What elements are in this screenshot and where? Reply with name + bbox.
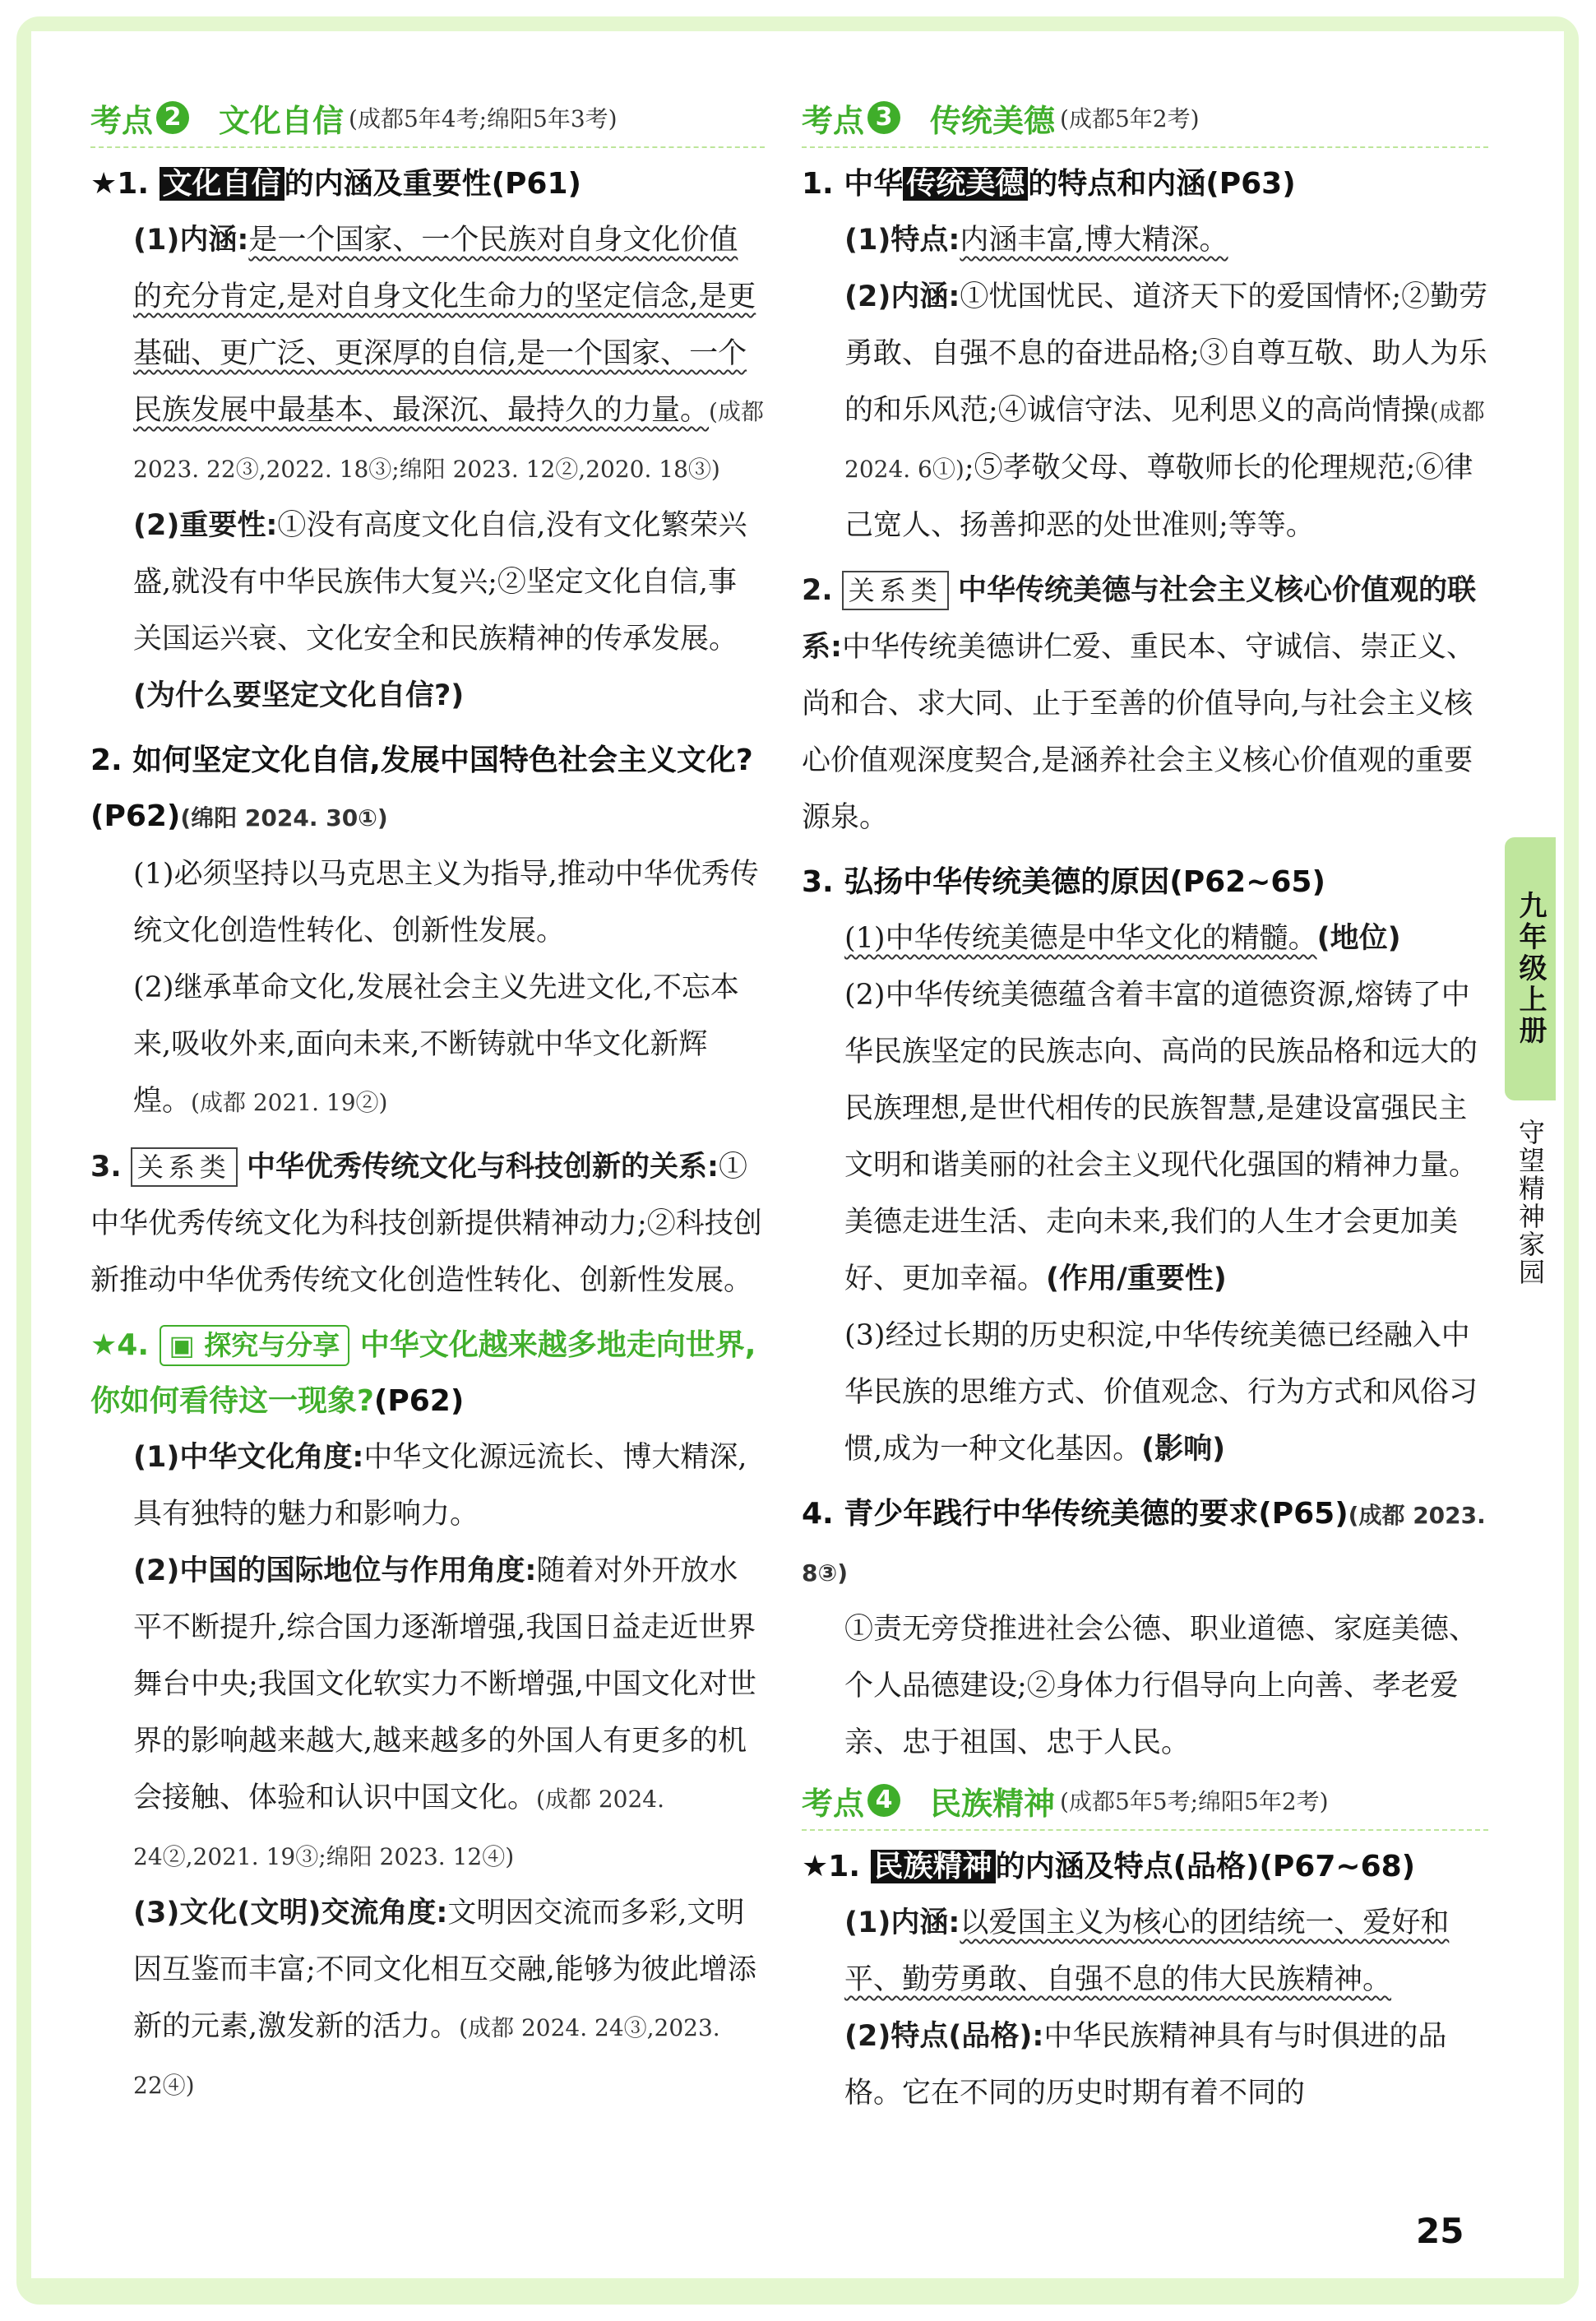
heading-text: 中华优秀传统文化与科技创新的关系: (246, 1151, 719, 1184)
role-tag: (地位) (1316, 922, 1401, 955)
star-marker: ★4. (90, 1328, 149, 1362)
item-relationship (90, 1139, 765, 1309)
item-culture-to-world (90, 1318, 765, 2114)
paragraph (90, 1429, 765, 1543)
item-virtues-core-values (802, 563, 1488, 846)
kaodian-label: 考点 (802, 1785, 865, 1822)
paragraph (90, 212, 765, 498)
item-heading (802, 1839, 1488, 1895)
body-text: (3)经过长期的历史积淀,中华传统美德已经融入中华民族的思维方式、价值观念、行为方式和风俗习惯,成为一种文化基因。 (844, 1319, 1478, 1466)
star-marker: ★1. (802, 1850, 860, 1883)
item-how-to-strengthen (90, 733, 765, 1131)
kaodian-number: 2 (156, 101, 189, 134)
sub-label: (3)文化(文明)交流角度: (133, 1897, 448, 1930)
body-text: ①忧国忧民、道济天下的爱国情怀;②勤劳勇敢、自强不息的奋进品格;③自尊互敬、助人为乐的和乐风范;④诚信守法、见利思义的高尚情操 (844, 280, 1488, 427)
body-text: (2)继承革命文化,发展社会主义先进文化,不忘本来,吸收外来,面向未来,不断铸就中华文化新辉煌。 (133, 971, 739, 1118)
source-citation: (绵阳 2024. 30①) (180, 804, 388, 832)
source-citation: (成都 2023. 8③) (802, 1502, 1486, 1587)
explore-label: 探究与分享 (204, 1329, 340, 1361)
item-heading (90, 1318, 765, 1429)
page-ref: (P62) (373, 1384, 465, 1418)
paragraph (90, 498, 765, 725)
heading-text: 2. 如何坚定文化自信,发展中国特色社会主义文化?(P62) (90, 744, 753, 833)
sub-label: (2)重要性: (133, 509, 278, 542)
body-text: 中华传统美德讲仁爱、重民本、守诚信、崇正义、尚和合、求大同、止于至善的价值导向,与社会主义核心价值观深度契合,是涵养社会主义核心价值观的重要源泉。 (802, 631, 1476, 834)
body-text: 中华文化源远流长、博大精深,具有独特的魅力和影响力。 (133, 1441, 747, 1531)
question-note: (为什么要坚定文化自信?) (133, 679, 465, 712)
sub-label: (2)特点(品格): (844, 2020, 1044, 2053)
source-citation: (成都 2023. 22③,2022. 18③;绵阳 2023. 12②,2020. 18③) (133, 398, 764, 483)
section-title: 传统美德 (930, 102, 1056, 139)
item-cultural-confidence (90, 156, 765, 725)
exam-frequency-note: (成都5年2考) (1060, 105, 1200, 132)
page-number: 25 (1416, 2211, 1464, 2251)
item-national-spirit (802, 1839, 1488, 2122)
body-text: 随着对外开放水平不断提升,综合国力逐渐增强,我国日益走近世界舞台中央;我国文化软实力不断增强,中国文化对世界的影响越来越大,越来越多的外国人有更多的机会接触、体验和认识中国文化。 (133, 1554, 756, 1814)
kaodian-number: 4 (867, 1784, 900, 1817)
key-text: 内涵丰富,博大精深。 (960, 224, 1228, 257)
key-text: 是一个国家、一个民族对自身文化价值的充分肯定,是对自身文化生命力的坚定信念,是更基础、更广泛、更深厚的自信,是一个国家、一个民族发展中最基本、最深沉、最持久的力量。 (133, 224, 756, 427)
paragraph (90, 1543, 765, 1885)
paragraph (90, 846, 765, 960)
section-header-kaodian-2 (90, 89, 765, 148)
heading-rest: 的内涵及重要性(P61) (284, 167, 581, 201)
key-text: 以爱国主义为核心的团结统一、爱好和平、勤劳勇敢、自强不息的伟大民族精神。 (844, 1906, 1450, 1996)
paragraph (802, 1895, 1488, 2008)
item-youth-requirements (802, 1486, 1488, 1772)
sub-label: (2)内涵: (844, 280, 960, 313)
body-text: ①没有高度文化自信,没有文化繁荣兴盛,就没有中华民族伟大复兴;②坚定文化自信,事关国运兴衰、文化安全和民族精神的传承发展。 (133, 509, 747, 656)
source-citation: (成都 2024. 6①) (844, 398, 1485, 483)
left-column (90, 89, 765, 2114)
relation-badge: 关系类 (842, 571, 949, 610)
paragraph (802, 1601, 1488, 1772)
sub-label: (1)中华文化角度: (133, 1441, 364, 1474)
right-column (802, 89, 1488, 2122)
heading-rest: 的内涵及特点(品格)(P67~68) (995, 1850, 1416, 1883)
item-reasons (802, 855, 1488, 1478)
paragraph (802, 269, 1488, 554)
heading-text: 中华文化越来越多地走向世界,你如何看待这一现象? (90, 1328, 756, 1418)
section-title: 文化自信 (219, 102, 345, 139)
highlight-term: 文化自信 (160, 167, 285, 201)
grade-side-tab: 九年级上册 (1505, 837, 1556, 1100)
item-heading (90, 156, 765, 212)
heading-rest: 的特点和内涵(P63) (1028, 167, 1296, 201)
section-title: 民族精神 (930, 1785, 1056, 1822)
highlight-term: 民族精神 (871, 1850, 996, 1883)
source-citation: (成都 2024. 24②,2021. 19③;绵阳 2023. 12④) (133, 1786, 664, 1870)
source-citation: (成都 2021. 19②) (191, 1089, 388, 1116)
paragraph (90, 960, 765, 1131)
relation-badge: 关系类 (131, 1147, 238, 1187)
book-icon: ▣ (169, 1329, 205, 1361)
sub-label: (1)内涵: (844, 1906, 960, 1939)
section-header-kaodian-3 (802, 89, 1488, 148)
paragraph (802, 1308, 1488, 1478)
body-text: ①责无旁贷推进社会公德、职业道德、家庭美德、个人品德建设;②身体力行倡导向上向善、孝老爱亲、忠于祖国、忠于人民。 (844, 1613, 1478, 1759)
paragraph (802, 2008, 1488, 2122)
body-text: 文明因交流而多彩,文明因互鉴而丰富;不同文化相互交融,能够为彼此增添新的元素,激发新的活力。 (133, 1897, 756, 2043)
exam-frequency-note: (成都5年4考;绵阳5年3考) (349, 105, 618, 132)
paragraph (802, 563, 1488, 846)
heading-text: 4. 青少年践行中华传统美德的要求(P65) (802, 1497, 1349, 1531)
section-header-kaodian-4 (802, 1772, 1488, 1831)
source-citation: (成都 2024. 24③,2023. 22④) (133, 2014, 720, 2099)
exam-frequency-note: (成都5年5考;绵阳5年2考) (1060, 1788, 1329, 1815)
item-heading (802, 156, 1488, 212)
body-text: 中华民族精神具有与时俱进的品格。它在不同的历史时期有着不同的 (844, 2020, 1447, 2110)
item-heading (802, 1486, 1488, 1601)
unit-side-label: 守望精神家园 (1515, 1119, 1546, 1286)
paragraph (802, 967, 1488, 1308)
highlight-term: 传统美德 (903, 167, 1028, 201)
kaodian-label: 考点 (802, 102, 865, 139)
heading-text: 1. 中华 (802, 167, 904, 201)
paragraph (90, 1885, 765, 2114)
paragraph (802, 212, 1488, 269)
kaodian-number: 3 (867, 101, 900, 134)
item-heading (90, 733, 765, 846)
explore-share-box (160, 1325, 350, 1366)
role-tag: (作用/重要性) (1046, 1262, 1227, 1295)
body-text: ;⑤孝敬父母、尊敬师长的伦理规范;⑥律己宽人、扬善抑恶的处世准则;等等。 (844, 452, 1473, 542)
star-marker: ★1. (90, 167, 149, 201)
paragraph (802, 910, 1488, 967)
sub-label: (1)内涵: (133, 224, 249, 257)
paragraph (90, 1139, 765, 1309)
item-number: 3. (90, 1151, 122, 1184)
item-heading: 3. 弘扬中华传统美德的原因(P62~65) (802, 865, 1325, 899)
bottom-border (31, 2278, 1564, 2290)
key-text: (1)中华传统美德是中华文化的精髓。 (844, 922, 1317, 955)
sub-label: (1)特点: (844, 224, 960, 257)
kaodian-label: 考点 (90, 102, 154, 139)
sub-label: (2)中国的国际地位与作用角度: (133, 1554, 537, 1587)
body-text: (1)必须坚持以马克思主义为指导,推动中华优秀传统文化创造性转化、创新性发展。 (133, 858, 759, 947)
body-text: (2)中华传统美德蕴含着丰富的道德资源,熔铸了中华民族坚定的民族志向、高尚的民族品格和远大的民族理想,是世代相传的民族智慧,是建设富强民主文明和谐美丽的社会主义现代化强国的精神力量。美德走进生活、走向未来,我们的人生才会更加美好、更加幸福。 (844, 979, 1478, 1295)
role-tag: (影响) (1141, 1433, 1226, 1466)
heading-text: 中华传统美德与社会主义核心价值观的联系: (802, 574, 1476, 664)
item-traditional-virtues (802, 156, 1488, 554)
body-text: ①中华优秀传统文化为科技创新提供精神动力;②科技创新推动中华优秀传统文化创造性转化、创新性发展。 (90, 1151, 762, 1297)
item-number: 2. (802, 574, 833, 607)
